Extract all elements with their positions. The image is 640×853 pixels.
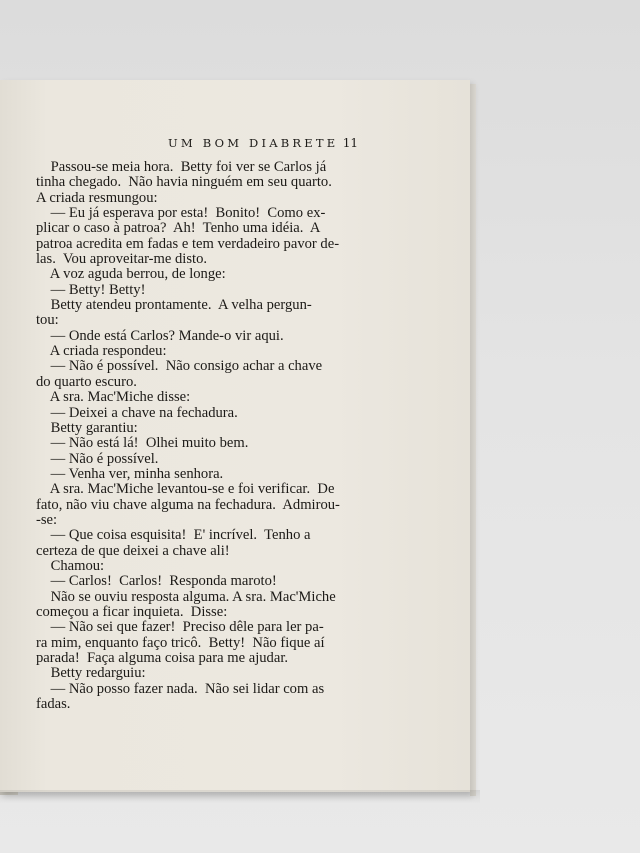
book-page bbox=[0, 80, 470, 792]
text-line: — Não é possível. Não consigo achar a chave bbox=[36, 358, 323, 375]
text-line: Betty atendeu prontamente. A velha pergun- bbox=[36, 297, 312, 314]
page-number: 11 bbox=[342, 136, 358, 150]
text-line: Betty garantiu: bbox=[36, 419, 138, 436]
text-line: ra mim, enquanto faço tricô. Betty! Não fique aí bbox=[36, 634, 325, 651]
text-line: A criada respondeu: bbox=[36, 343, 167, 360]
text-line: — Venha ver, minha senhora. bbox=[36, 465, 224, 482]
text-line: patroa acredita em fadas e tem verdadeiro pavor de- bbox=[36, 235, 340, 252]
text-line: começou a ficar inquieta. Disse: bbox=[36, 603, 228, 620]
text-line: A sra. Mac'Miche disse: bbox=[36, 389, 191, 406]
text-line: tou: bbox=[36, 312, 59, 329]
text-line: tinha chegado. Não havia ninguém em seu quarto. bbox=[36, 174, 332, 191]
text-line: fato, não viu chave alguma na fechadura. Admirou- bbox=[36, 496, 340, 513]
running-title: UM BOM DIABRETE bbox=[168, 136, 339, 150]
text-line: — Não sei que fazer! Preciso dêle para ler pa- bbox=[36, 619, 324, 636]
text-line: — Onde está Carlos? Mande-o vir aqui. bbox=[36, 327, 284, 344]
text-line: — Carlos! Carlos! Responda maroto! bbox=[36, 573, 277, 590]
text-line: — Deixei a chave na fechadura. bbox=[36, 404, 238, 421]
text-line: parada! Faça alguma coisa para me ajudar. bbox=[36, 650, 289, 666]
text-line: Não se ouviu resposta alguma. A sra. Mac'Miche bbox=[36, 588, 336, 605]
text-line: certeza de que deixei a chave ali! bbox=[36, 542, 230, 559]
text-line: Chamou: bbox=[36, 557, 105, 574]
text-line: Betty redarguiu: bbox=[36, 665, 146, 682]
body-text bbox=[36, 160, 364, 712]
text-line: plicar o caso à patroa? Ah! Tenho uma idéia. A bbox=[36, 220, 321, 237]
text-line: A sra. Mac'Miche levantou-se e foi verificar. De bbox=[36, 481, 335, 498]
page-bottom-shadow bbox=[0, 790, 480, 804]
text-line: Passou-se meia hora. Betty foi ver se Carlos já bbox=[36, 159, 327, 175]
running-header bbox=[168, 136, 358, 150]
text-line: — Não posso fazer nada. Não sei lidar com as bbox=[36, 680, 325, 697]
text-line: — Betty! Betty! bbox=[36, 281, 146, 298]
text-line: — Não é possível. bbox=[36, 450, 159, 467]
text-line: — Não está lá! Olhei muito bem. bbox=[36, 435, 249, 452]
text-line: — Eu já esperava por esta! Bonito! Como ex- bbox=[36, 205, 326, 222]
text-line: do quarto escuro. bbox=[36, 373, 137, 390]
text-line: A criada resmungou: bbox=[36, 189, 158, 206]
text-line: A voz aguda berrou, de longe: bbox=[36, 266, 226, 283]
text-line: -se: bbox=[36, 511, 58, 528]
text-line: — Que coisa esquisita! E' incrível. Tenho a bbox=[36, 527, 311, 544]
text-line: las. Vou aproveitar-me disto. bbox=[36, 251, 208, 268]
text-line: fadas. bbox=[36, 696, 71, 713]
